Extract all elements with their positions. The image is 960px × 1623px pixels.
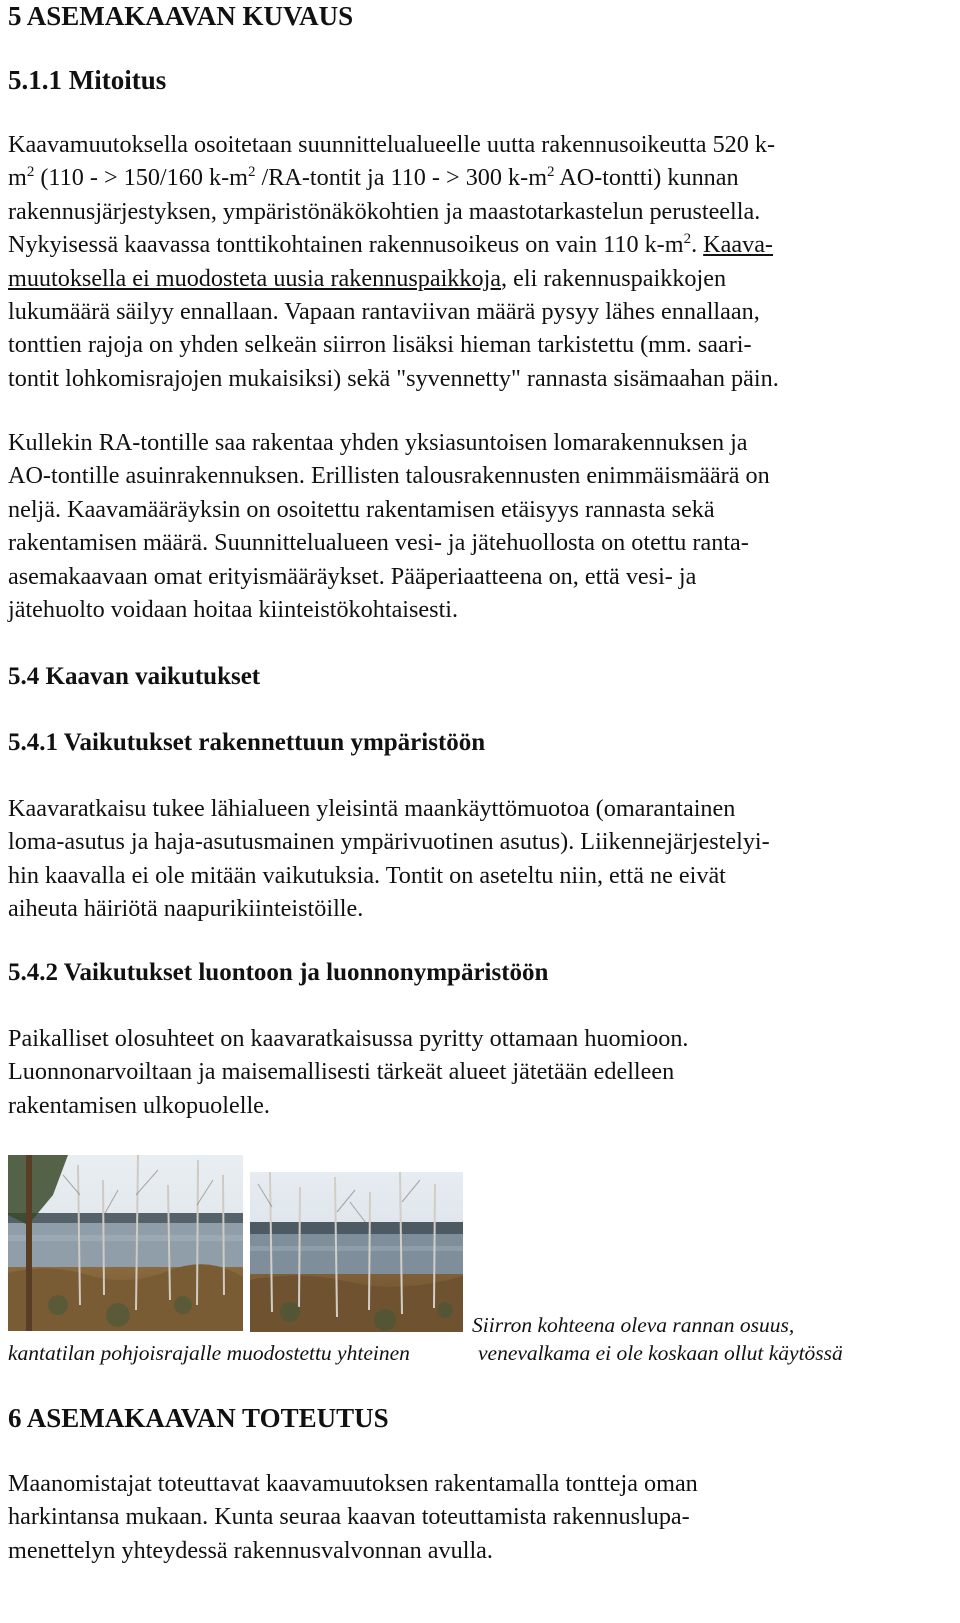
section-heading-5-4: 5.4 Kaavan vaikutukset bbox=[8, 663, 261, 690]
photo-2-caption-line-1: Siirron kohteena oleva rannan osuus, bbox=[472, 1313, 795, 1337]
text-line: rakentamisen määrä. Suunnittelualueen vesi- ja jätehuollosta on otettu ranta- bbox=[8, 529, 749, 557]
text-line: Kaavaratkaisu tukee lähialueen yleisintä maankäyttömuotoa (omarantainen bbox=[8, 795, 736, 822]
text-line: lukumäärä säilyy ennallaan. Vapaan rantaviivan määrä pysyy lähes ennallaan, bbox=[8, 298, 760, 326]
text-line: hin kaavalla ei ole mitään vaikutuksia. Tontit on aseteltu niin, että ne eivät bbox=[8, 861, 726, 889]
text-line: asemakaavaan omat erityismääräykset. Pääperiaatteena on, että vesi- ja bbox=[8, 562, 697, 590]
section-heading-6: 6 ASEMAKAAVAN TOTEUTUS bbox=[8, 1403, 389, 1433]
text-line: Maanomistajat toteuttavat kaavamuutoksen rakentamalla tontteja oman bbox=[8, 1470, 698, 1497]
text-line: Luonnonarvoiltaan ja maisemallisesti tärkeät alueet jätetään edelleen bbox=[8, 1058, 675, 1086]
paragraph-toteutus bbox=[8, 1467, 940, 1567]
text-line: muutoksella ei muodosteta uusia rakennuspaikkoja, eli rakennuspaikkojen bbox=[8, 264, 727, 292]
text-line: tontit lohkomisrajojen mukaisiksi) sekä "syvennetty" rannasta sisämaahan päin. bbox=[8, 364, 779, 392]
photo-1-caption: kantatilan pohjoisrajalle muodostettu yhteinen bbox=[8, 1341, 410, 1365]
text-line: AO-tontille asuinrakennuksen. Erillisten talousrakennusten enimmäismäärä on bbox=[8, 462, 770, 490]
subsection-heading-5-4-1: 5.4.1 Vaikutukset rakennettuun ympäristöön bbox=[8, 729, 486, 756]
paragraph-luonto bbox=[8, 1022, 940, 1122]
text-line: aiheuta häiriötä naapurikiinteistöille. bbox=[8, 895, 364, 923]
text-line: Paikalliset olosuhteet on kaavaratkaisussa pyritty ottamaan huomioon. bbox=[8, 1025, 689, 1052]
text-line: rakennusjärjestyksen, ympäristönäkökohtien ja maastotarkastelun perusteella. bbox=[8, 197, 761, 225]
text-line: rakentamisen ulkopuolelle. bbox=[8, 1091, 270, 1119]
text-line: Kullekin RA-tontille saa rakentaa yhden yksiasuntoisen lomarakennuksen ja bbox=[8, 429, 748, 456]
paragraph-mitoitus bbox=[8, 128, 940, 395]
text-line: menettelyn yhteydessä rakennusvalvonnan avulla. bbox=[8, 1536, 493, 1564]
lakeshore-photo-2 bbox=[250, 1172, 463, 1332]
text-line: Nykyisessä kaavassa tonttikohtainen rakennusoikeus on vain 110 $k-m^2$. Kaava- bbox=[8, 231, 773, 259]
photo-2-caption-line-2: venevalkama ei ole koskaan ollut käytössä bbox=[478, 1341, 843, 1365]
text-line: tonttien rajoja on yhden selkeän siirron lisäksi hieman tarkistettu (mm. saari- bbox=[8, 331, 752, 359]
subsection-heading-5-1-1: 5.1.1 Mitoitus bbox=[8, 65, 167, 95]
text-line: loma-asutus ja haja-asutusmainen ympärivuotinen asutus). Liikennejärjestelyi- bbox=[8, 828, 770, 856]
subsection-heading-5-4-2: 5.4.2 Vaikutukset luontoon ja luonnonympäristöön bbox=[8, 959, 549, 986]
lakeshore-photo-1 bbox=[8, 1155, 243, 1331]
text-line: $m^2$ (110 - > 150/160 $k-m^2$ /RA-tontit ja 110 - > 300 $k-m^2$ AO-tontti) kunnan bbox=[8, 164, 739, 192]
text-line: jätehuolto voidaan hoitaa kiinteistökohtaisesti. bbox=[8, 596, 459, 624]
text-line: harkintansa mukaan. Kunta seuraa kaavan toteuttamista rakennuslupa- bbox=[8, 1503, 690, 1531]
text-line: Kaavamuutoksella osoitetaan suunnittelualueelle uutta rakennusoikeutta 520 k- bbox=[8, 131, 776, 158]
section-heading-5: 5 ASEMAKAAVAN KUVAUS bbox=[8, 1, 354, 31]
text-line: neljä. Kaavamääräyksin on osoitettu rakentamisen etäisyys rannasta sekä bbox=[8, 495, 715, 523]
paragraph-rakennettu-ymparisto bbox=[8, 792, 940, 926]
paragraph-rakentaminen bbox=[8, 426, 940, 626]
